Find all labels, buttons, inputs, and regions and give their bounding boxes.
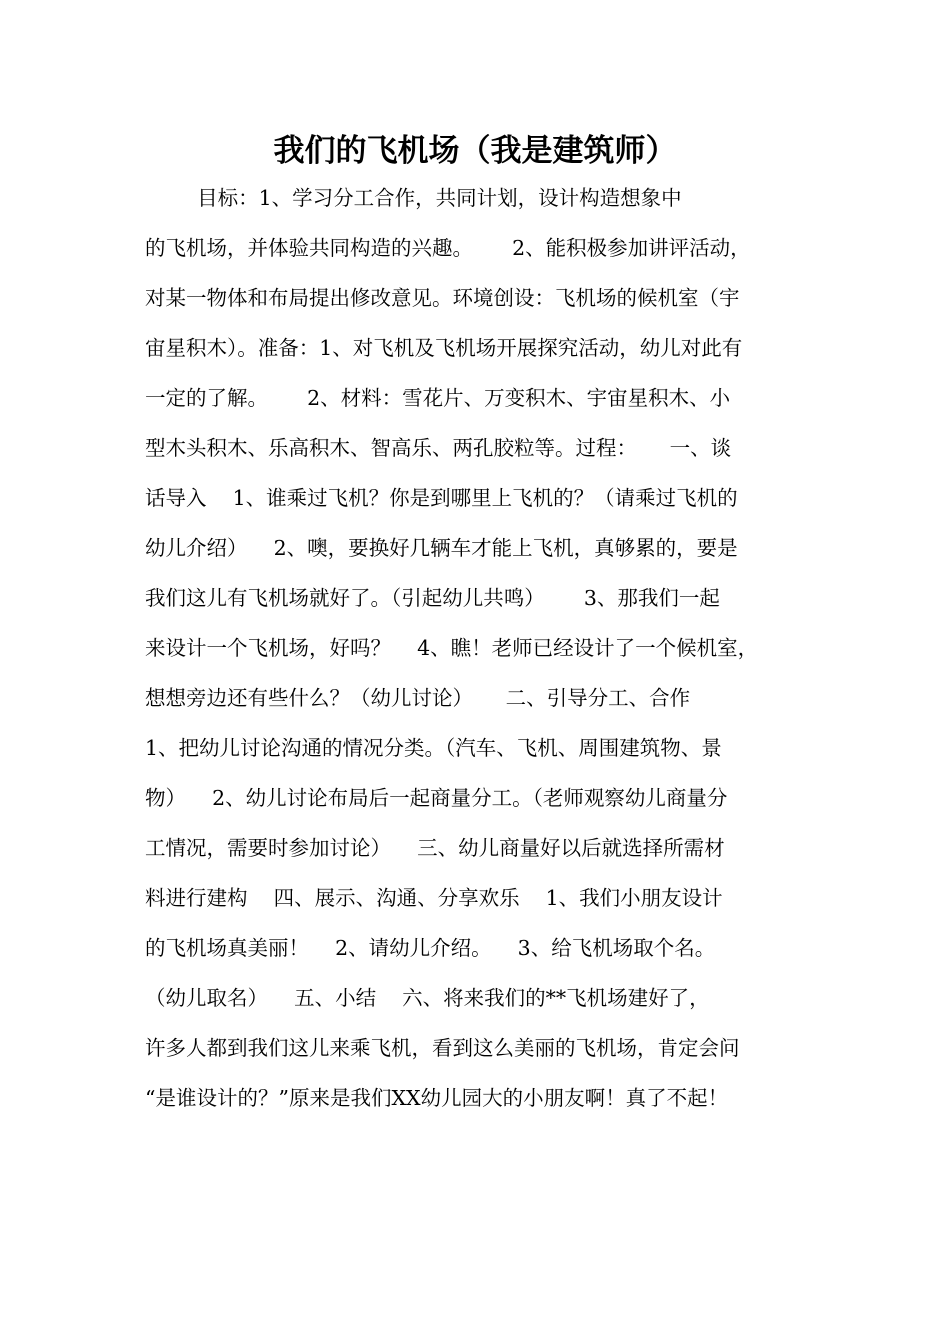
body-line-3: 对某一物体和布局提出修改意见。环境创设：飞机场的候机室（宇 bbox=[145, 286, 740, 310]
body-line-13: 物） 2、幼儿讨论布局后一起商量分工。（老师观察幼儿商量分 bbox=[145, 786, 728, 810]
body-line-2: 的飞机场，并体验共同构造的兴趣。 2、能积极参加讲评活动， bbox=[145, 236, 751, 260]
body-line-6: 型木头积木、乐高积木、智高乐、两孔胶粒等。过程： 一、谈 bbox=[145, 436, 732, 460]
body-line-7: 话导入 1、谁乘过飞机？你是到哪里上飞机的？（请乘过飞机的 bbox=[145, 486, 738, 510]
body-line-12: 1、把幼儿讨论沟通的情况分类。（汽车、飞机、周围建筑物、景 bbox=[145, 736, 722, 760]
body-line-1: 目标：1、学习分工合作，共同计划，设计构造想象中 bbox=[145, 186, 682, 210]
body-line-9: 我们这儿有飞机场就好了。（引起幼儿共鸣） 3、那我们一起 bbox=[145, 586, 720, 610]
body-line-16: 的飞机场真美丽！ 2、请幼儿介绍。 3、给飞机场取个名。 bbox=[145, 936, 716, 960]
body-line-10: 来设计一个飞机场，好吗？ 4、瞧！老师已经设计了一个候机室， bbox=[145, 636, 759, 660]
body-line-8: 幼儿介绍） 2、噢，要换好几辆车才能上飞机，真够累的，要是 bbox=[145, 536, 738, 560]
body-line-11: 想想旁边还有些什么？（幼儿讨论） 二、引导分工、合作 bbox=[145, 686, 691, 710]
body-line-17: （幼儿取名） 五、小结 六、将来我们的**飞机场建好了， bbox=[145, 986, 710, 1010]
body-line-19: “是谁设计的？”原来是我们XX幼儿园大的小朋友啊！真了不起！ bbox=[145, 1086, 729, 1110]
body-line-15: 料进行建构 四、展示、沟通、分享欢乐 1、我们小朋友设计 bbox=[145, 886, 723, 910]
body-line-5: 一定的了解。 2、材料：雪花片、万变积木、宇宙星积木、小 bbox=[145, 386, 731, 410]
body-line-4: 宙星积木）。准备：1、对飞机及飞机场开展探究活动，幼儿对此有 bbox=[145, 336, 743, 360]
body-line-18: 许多人都到我们这儿来乘飞机，看到这么美丽的飞机场，肯定会问 bbox=[145, 1036, 740, 1060]
document-title: 我们的飞机场（我是建筑师） bbox=[273, 133, 677, 169]
body-line-14: 工情况，需要时参加讨论） 三、幼儿商量好以后就选择所需材 bbox=[145, 836, 725, 860]
